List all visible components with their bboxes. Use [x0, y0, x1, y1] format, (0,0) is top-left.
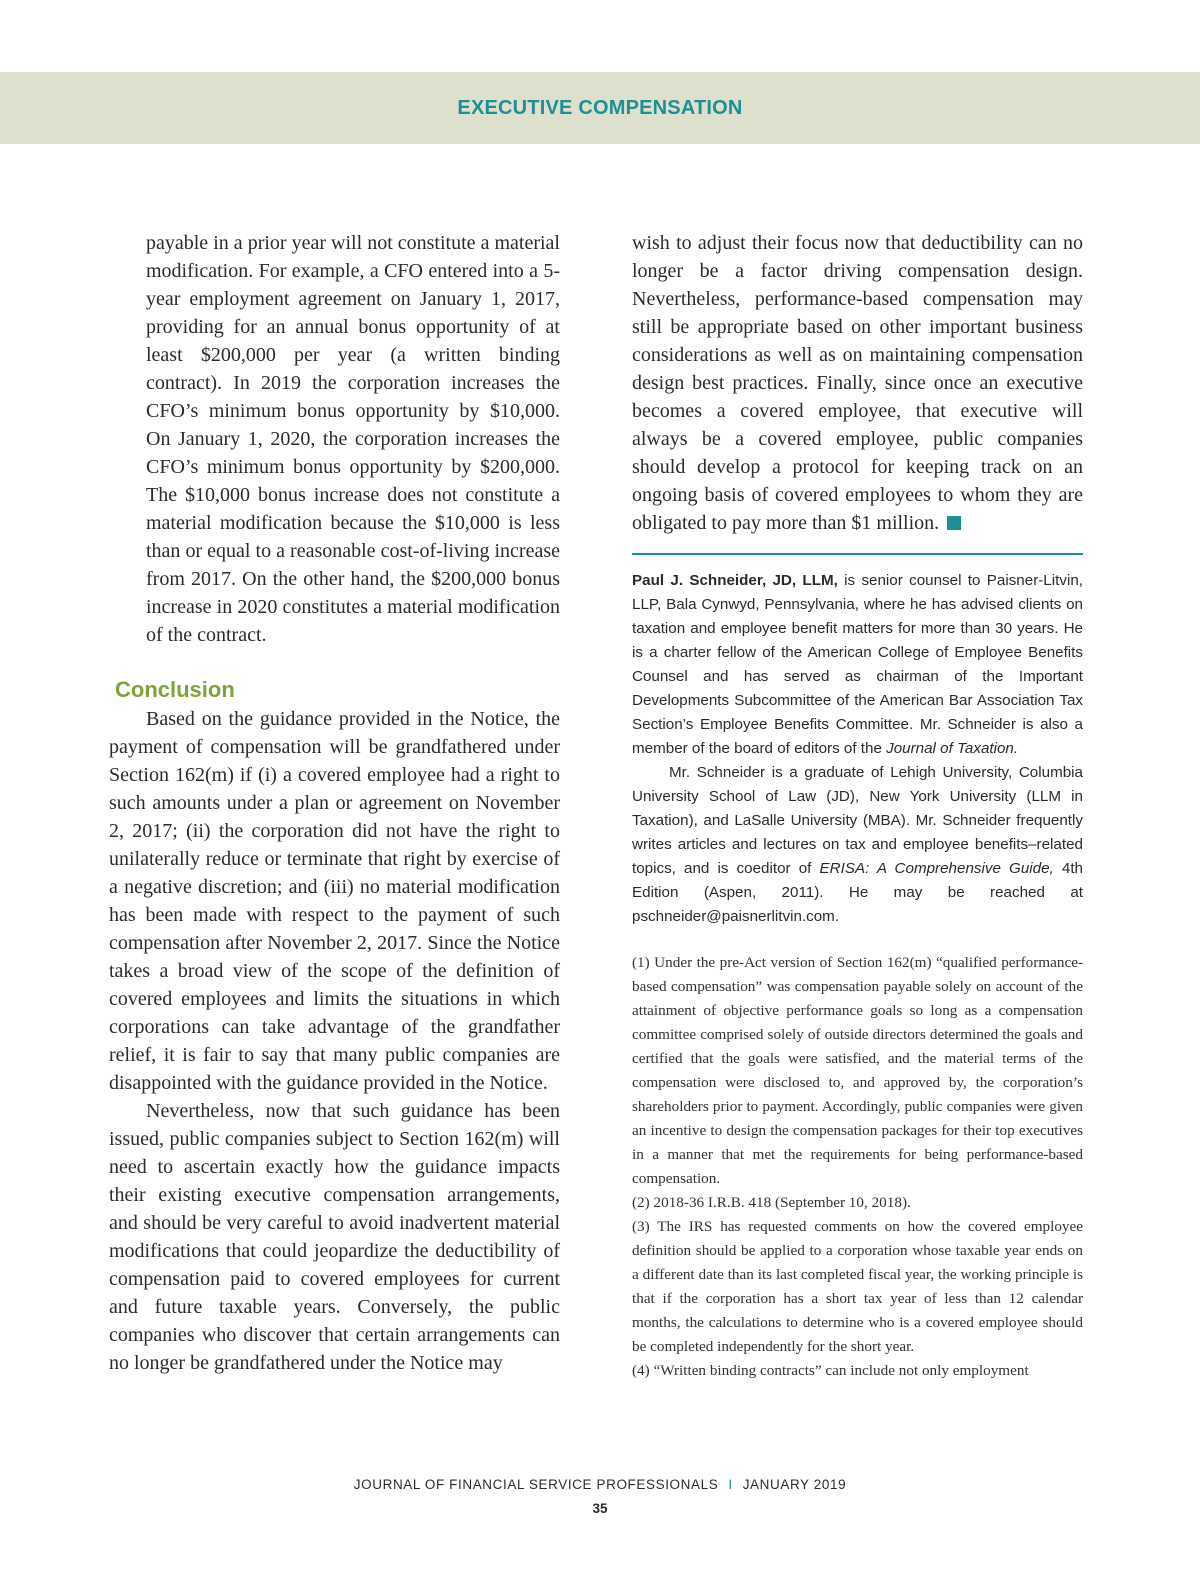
- section-title: EXECUTIVE COMPENSATION: [457, 97, 743, 119]
- right-column: [632, 229, 1083, 1383]
- footnote: (4) “Written binding contracts” can include not only employment: [632, 1362, 1029, 1379]
- footnotes: [632, 951, 1083, 1383]
- journal-title: Journal of Taxation.: [886, 740, 1019, 757]
- body-paragraph: Based on the guidance provided in the Notice, the payment of compensation will be grandfathered under Section 162(m) if (i) a covered employee had a right to such amounts under a plan or agreement on November 2, 2017; (ii) the corporation did not have the right to unilaterally reduce or terminate that right by exercise of a negative discretion; and (iii) no material modification has been made with respect to the payment of such compensation after November 2, 2017. Since the Notice takes a broad view of the scope of the definition of covered employees and limits the situations in which corporations can take advantage of the grandfather relief, it is fair to say that many public companies are disappointed with the guidance provided in the Notice.: [109, 708, 560, 1094]
- author-bio: [632, 569, 1083, 761]
- book-title: ERISA: A Comprehensive Guide,: [819, 860, 1054, 877]
- body-paragraph: payable in a prior year will not constitute a material modification. For example, a CFO entered into a 5-year employment agreement on January 1, 2017, providing for an annual bonus opportunity of at least $200,000 per year (a written binding contract). In 2019 the corporation increases the CFO’s minimum bonus opportunity by $10,000. On January 1, 2020, the corporation increases the CFO’s minimum bonus opportunity by $200,000. The $10,000 bonus increase does not constitute a material modification because the $10,000 is less than or equal to a reasonable cost-of-living increase from 2017. On the other hand, the $200,000 bonus increase in 2020 constitutes a material modification of the contract.: [146, 232, 560, 646]
- closing-text: wish to adjust their focus now that deductibility can no longer be a factor driving compensation design. Nevertheless, performance-based compensation may still be appropriate based on other important business considerations as well as on maintaining compensation design best practices. Finally, since once an executive becomes a covered employee, that executive will always be a covered employee, public companies should develop a protocol for keeping track on an ongoing basis of covered employees to whom they are obligated to pay more than $1 million.: [632, 232, 1083, 534]
- footnote: (3) The IRS has requested comments on how the covered employee definition should be applied to a corporation whose taxable year ends on a different date than its last completed fiscal year, the working principle is that if the corporation has a short tax year of less than 12 calendar months, the calculations to determine who is a covered employee should be completed independently for the short year.: [632, 1218, 1083, 1355]
- footnote: (1) Under the pre-Act version of Section 162(m) “qualified performance-based compensation” was compensation payable solely on account of the attainment of objective performance goals so long as a compensation committee comprised solely of outside directors determined the goals and certified that the goals were satisfied, and the material terms of the compensation were disclosed to, and approved by, the corporation’s shareholders prior to payment. Accordingly, public companies were given an incentive to design the compensation packages for their top executives in a manner that met the requirements for being performance-based compensation.: [632, 954, 1083, 1187]
- footer-separator: I: [728, 1477, 733, 1492]
- body-paragraph: [632, 229, 1083, 537]
- author-bio-continued: [632, 761, 1083, 929]
- journal-name: JOURNAL OF FINANCIAL SERVICE PROFESSIONALS: [353, 1477, 719, 1492]
- issue-date: JANUARY 2019: [742, 1477, 847, 1492]
- bio-text: 4th Edition (Aspen, 2011). He may be reached at pschneider@paisnerlitvin.com.: [632, 860, 1083, 925]
- running-footer: [0, 1477, 1200, 1492]
- bio-text: is senior counsel to Paisner-Litvin, LLP, Bala Cynwyd, Pennsylvania, where he has advised clients on taxation and employee benefit matters for more than 30 years. He is a charter fellow of the American College of Employee Benefits Counsel and has served as chairman of the Important Developments Subcommittee of the American Bar Association Tax Section’s Employee Benefits Committee. Mr. Schneider is also a member of the board of editors of the: [632, 572, 1083, 757]
- end-of-article-mark: [947, 516, 961, 530]
- author-name: Paul J. Schneider, JD, LLM,: [632, 572, 838, 589]
- divider: [632, 553, 1083, 555]
- footnote: (2) 2018-36 I.R.B. 418 (September 10, 2018).: [632, 1194, 911, 1211]
- left-column: [109, 229, 560, 1377]
- bio-text: Mr. Schneider is a graduate of Lehigh University, Columbia University School of Law (JD), New York University (LLM in Taxation), and LaSalle University (MBA). Mr. Schneider frequently writes articles and lectures on tax and employee benefits–related topics, and is coeditor of: [632, 764, 1083, 877]
- page-number: 35: [592, 1501, 608, 1516]
- body-paragraph: Nevertheless, now that such guidance has been issued, public companies subject to Section 162(m) will need to ascertain exactly how the guidance impacts their existing executive compensation arrangements, and should be very careful to avoid inadvertent material modifications that could jeopardize the deductibility of compensation paid to covered employees for current and future taxable years. Conversely, the public companies who discover that certain arrangements can no longer be grandfathered under the Notice may: [109, 1100, 560, 1374]
- conclusion-heading: Conclusion: [115, 677, 235, 702]
